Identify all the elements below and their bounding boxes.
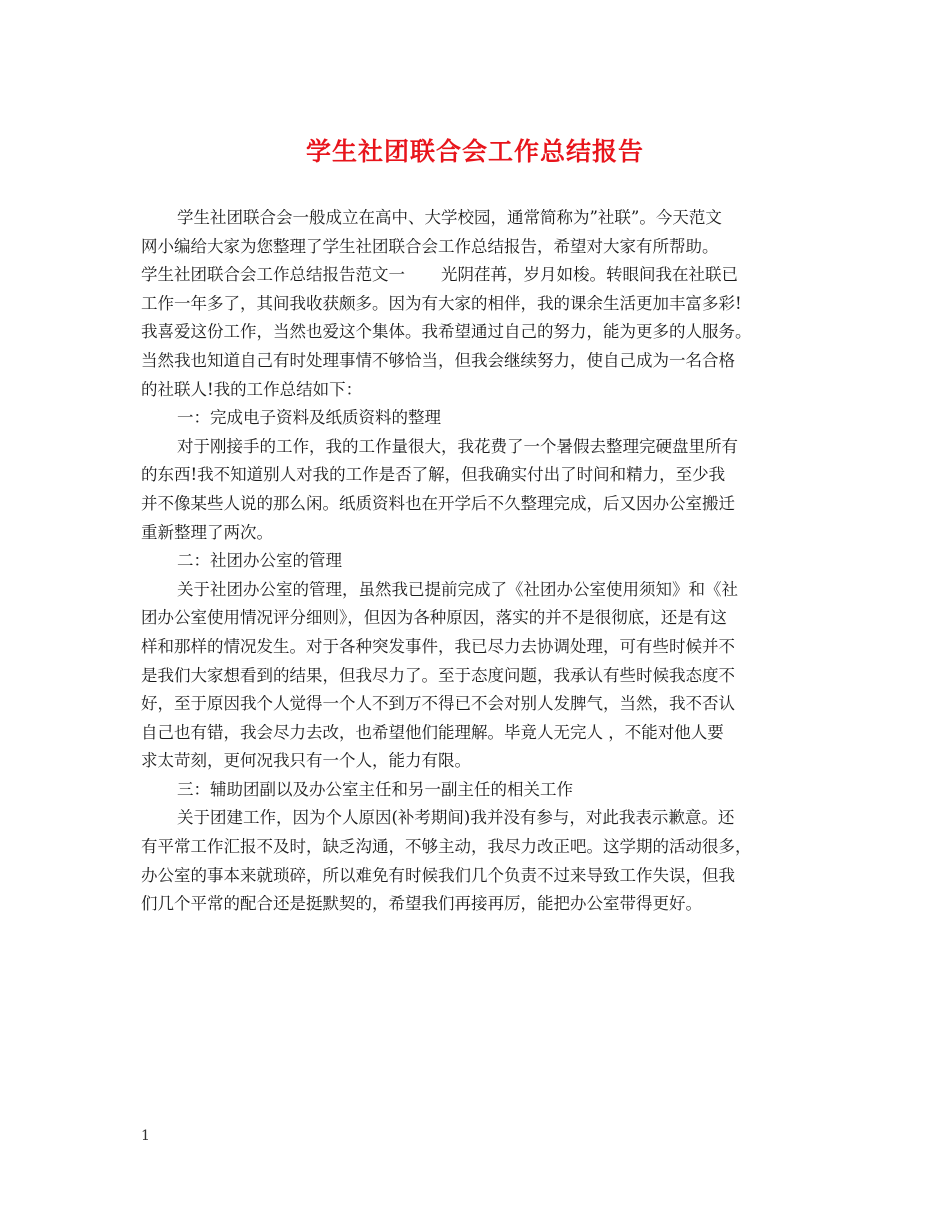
body-line: 并不像某些人说的那么闲。纸质资料也在开学后不久整理完成，后又因办公室搬迁 [141,493,735,513]
body-line: 对于刚接手的工作，我的工作量很大，我花费了一个暑假去整理完硬盘里所有 [177,436,738,456]
body-line: 办公室的事本来就琐碎，所以难免有时候我们几个负责不过来导致工作失误，但我 [141,865,735,885]
body-line: 求太苛刻，更何况我只有一个人，能力有限。 [141,751,471,771]
body-line: 重新整理了两次。 [141,522,273,542]
body-line: 我喜爱这份工作，当然也爱这个集体。我希望通过自己的努力，能为更多的人服务。 [141,322,752,342]
body-line: 光阴荏苒，岁月如梭。转眼间我在社联已 [441,265,738,285]
document-title: 学生社团联合会工作总结报告 [305,137,644,166]
body-line: 关于社团办公室的管理，虽然我已提前完成了《社团办公室使用须知》和《社 [177,579,738,599]
section-heading: 三：辅助团副以及办公室主任和另一副主任的相关工作 [177,779,573,799]
body-line: 当然我也知道自己有时处理事情不够恰当，但我会继续努力，使自己成为一名合格 [141,350,735,370]
body-line: 网小编给大家为您整理了学生社团联合会工作总结报告，希望对大家有所帮助。 [141,236,719,256]
body-line: 的社联人!我的工作总结如下： [141,379,363,399]
body-line: 是我们大家想看到的结果，但我尽力了。至于态度问题，我承认有些时候我态度不 [141,665,735,685]
body-line: 好，至于原因我个人觉得一个人不到万不得已不会对别人发脾气，当然，我不否认 [141,694,735,714]
body-line: 的东西!我不知道别人对我的工作是否了解，但我确实付出了时间和精力，至少我 [141,465,726,485]
body-line: 关于团建工作，因为个人原因(补考期间)我并没有参与，对此我表示歉意。还 [177,808,735,828]
section-heading: 二：社团办公室的管理 [177,551,342,571]
body-line: 有平常工作汇报不及时，缺乏沟通，不够主动，我尽力改正吧。这学期的活动很多， [141,837,752,857]
body-line: 自己也有错，我会尽力去改，也希望他们能理解。毕竟人无完人 ，不能对他人要 [141,722,724,742]
body-line: 们几个平常的配合还是挺默契的，希望我们再接再厉，能把办公室带得更好。 [141,894,702,914]
essay-heading: 学生社团联合会工作总结报告范文一 [141,265,405,285]
body-line: 学生社团联合会一般成立在高中、大学校园，通常简称为”社联”。今天范文 [177,208,722,227]
section-heading: 一：完成电子资料及纸质资料的整理 [177,408,441,428]
document-body [141,204,821,919]
body-line: 工作一年多了，其间我收获颇多。因为有大家的相伴，我的课余生活更加丰富多彩! [141,293,742,313]
page-number: 1 [141,1128,150,1144]
body-line: 样和那样的情况发生。对于各种突发事件，我已尽力去协调处理，可有些时候并不 [141,636,735,656]
body-line-mixed [141,261,821,290]
body-line: 团办公室使用情况评分细则》，但因为各种原因，落实的并不是很彻底，还是有这 [141,608,727,628]
